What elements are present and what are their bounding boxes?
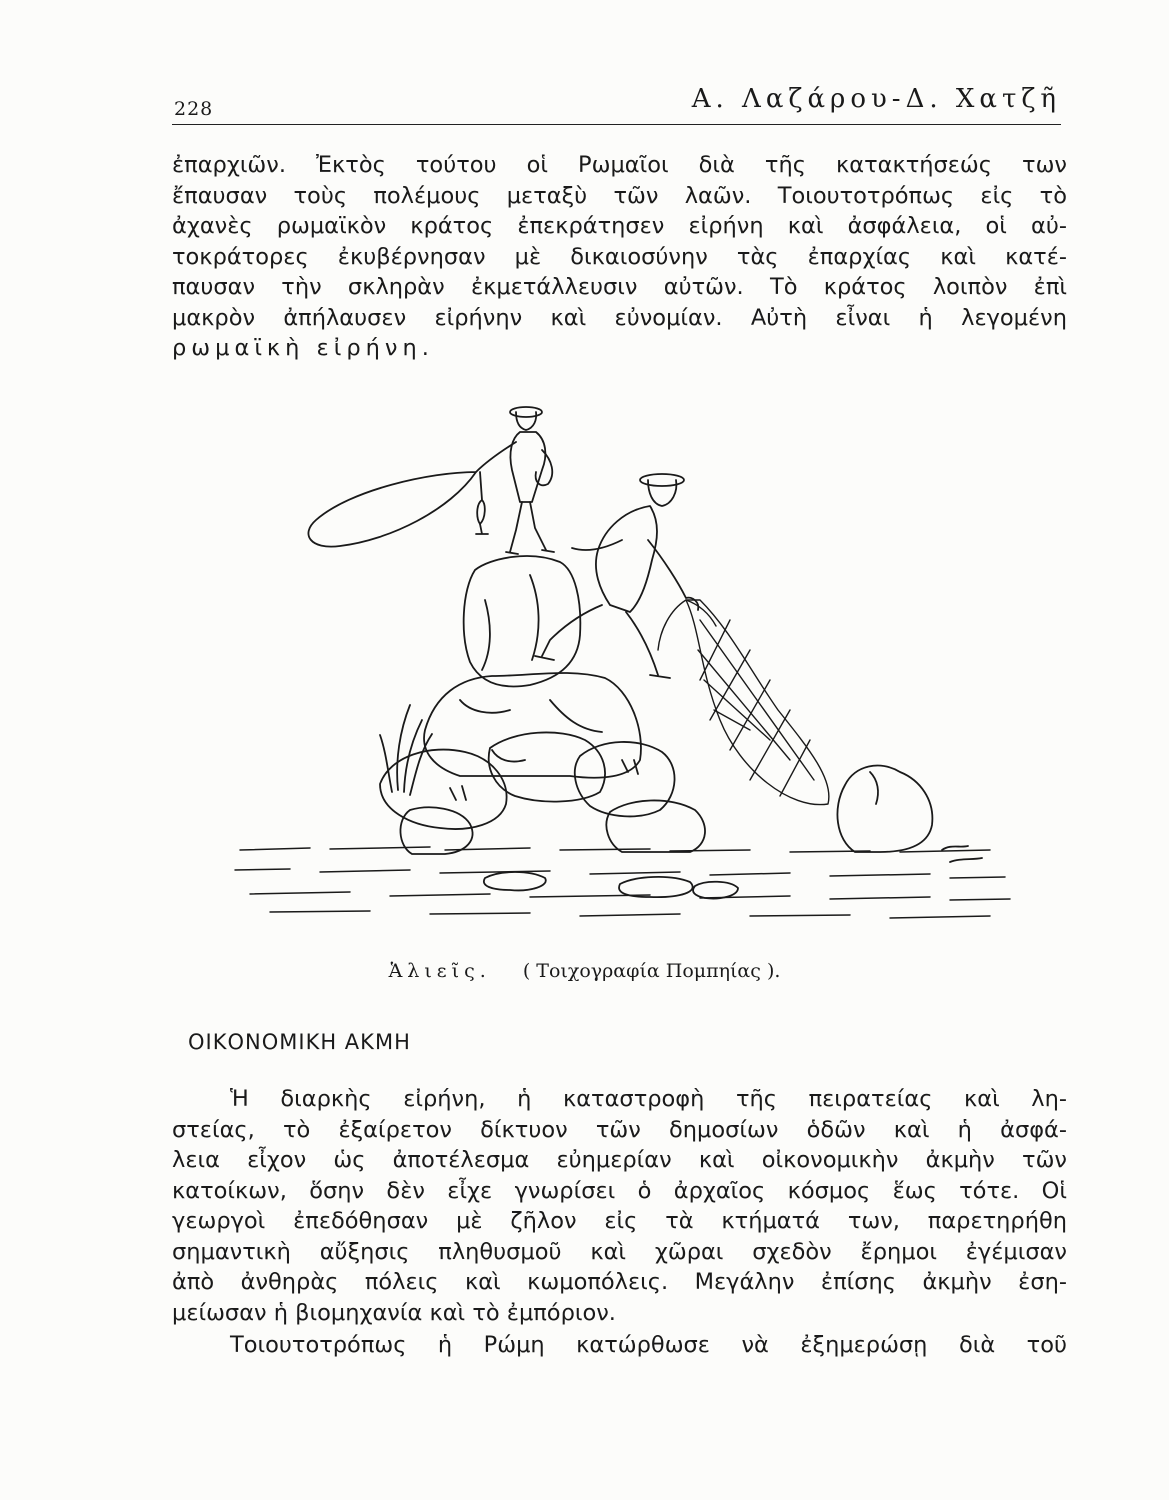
page-header [172,80,1061,125]
reeds [380,705,432,795]
fishermen-illustration [230,400,1020,950]
rocks [380,556,932,898]
text-line: σημαντικὴ αὔξησις πληθυσμοῦ καὶ χῶραι σχεδὸν ἔρημοι ἐγέμισαν [172,1238,1067,1265]
text-line: μείωσαν ἡ βιομηχανία καὶ τὸ ἐμπόριον. [172,1299,616,1326]
text-line: μακρὸν ἀπήλαυσεν εἰρήνην καὶ εὐνομίαν. Αὐτὴ εἶναι ἡ λεγομένη [172,304,1067,331]
text-line: κατοίκων, ὅσην δὲν εἶχε γνωρίσει ὁ ἀρχαῖος κόσμος ἕως τότε. Οἱ [172,1177,1067,1204]
figure-caption [0,960,1169,982]
fishing-net [658,600,829,805]
text-line: Τοιουτοτρόπως ἡ Ρώμη κατώρθωσε νὰ ἐξημερώσῃ διὰ τοῦ [230,1332,1067,1358]
text-line: ἐπαρχιῶν. Ἐκτὸς τούτου οἱ Ρωμαῖοι διὰ τῆς κατακτήσεώς των [172,152,1067,178]
text-line: ἀπὸ ἀνθηρὰς πόλεις καὶ κωμοπόλεις. Μεγάλην ἐπίσης ἀκμὴν ἐση- [172,1269,1067,1295]
text-line: ἀχανὲς ρωμαϊκὸν κράτος ἐπεκράτησεν εἰρήνη καὶ ἀσφάλεια, οἱ αὐ- [172,213,1067,239]
text-line: ἔπαυσαν τοὺς πολέμους μεταξὺ τῶν λαῶν. Τοιουτοτρόπως εἰς τὸ [172,182,1067,209]
section-heading: ΟΙΚΟΝΟΜΙΚΗ ΑΚΜΗ [188,1030,411,1054]
text-line: Ἡ διαρκὴς εἰρήνη, ἡ καταστροφὴ τῆς πειρατείας καὶ λη- [230,1086,1067,1112]
standing-fisherman [308,407,554,554]
text-line: λεια εἶχον ὡς ἀποτέλεσμα εὐημερίαν καὶ οἰκονομικὴν ἀκμὴν τῶν [172,1147,1067,1173]
caption-source: ( Τοιχογραφία Πομπηίας ). [522,960,781,982]
running-head: Α. Λαζάρου-Δ. Χατζῆ [691,84,1061,114]
net-fisherman [535,474,698,678]
text-line-emphasis: ρωμαϊκὴ εἰρήνη. [172,335,434,361]
water-ripples [942,846,982,862]
text-line: παυσαν τὴν σκληρὰν ἐκμετάλλευσιν αὐτῶν. Τὸ κράτος λοιπὸν ἐπὶ [172,274,1067,300]
caption-label: Ἁλιεῖς. [388,960,491,982]
paragraph-roman-peace [172,150,1067,364]
text-line: τοκράτορες ἐκυβέρνησαν μὲ δικαιοσύνην τὰς ἐπαρχίας καὶ κατέ- [172,243,1067,270]
text-line: γεωργοὶ ἐπεδόθησαν μὲ ζῆλον εἰς τὰ κτήματά των, παρετηρήθη [172,1208,1067,1234]
paragraph-economic-prosperity [172,1084,1067,1328]
text-line: στείας, τὸ ἐξαίρετον δίκτυον τῶν δημοσίων ὁδῶν καὶ ἡ ἀσφά- [172,1116,1067,1143]
paragraph-romanization [172,1330,1067,1361]
page-number: 228 [174,98,214,120]
